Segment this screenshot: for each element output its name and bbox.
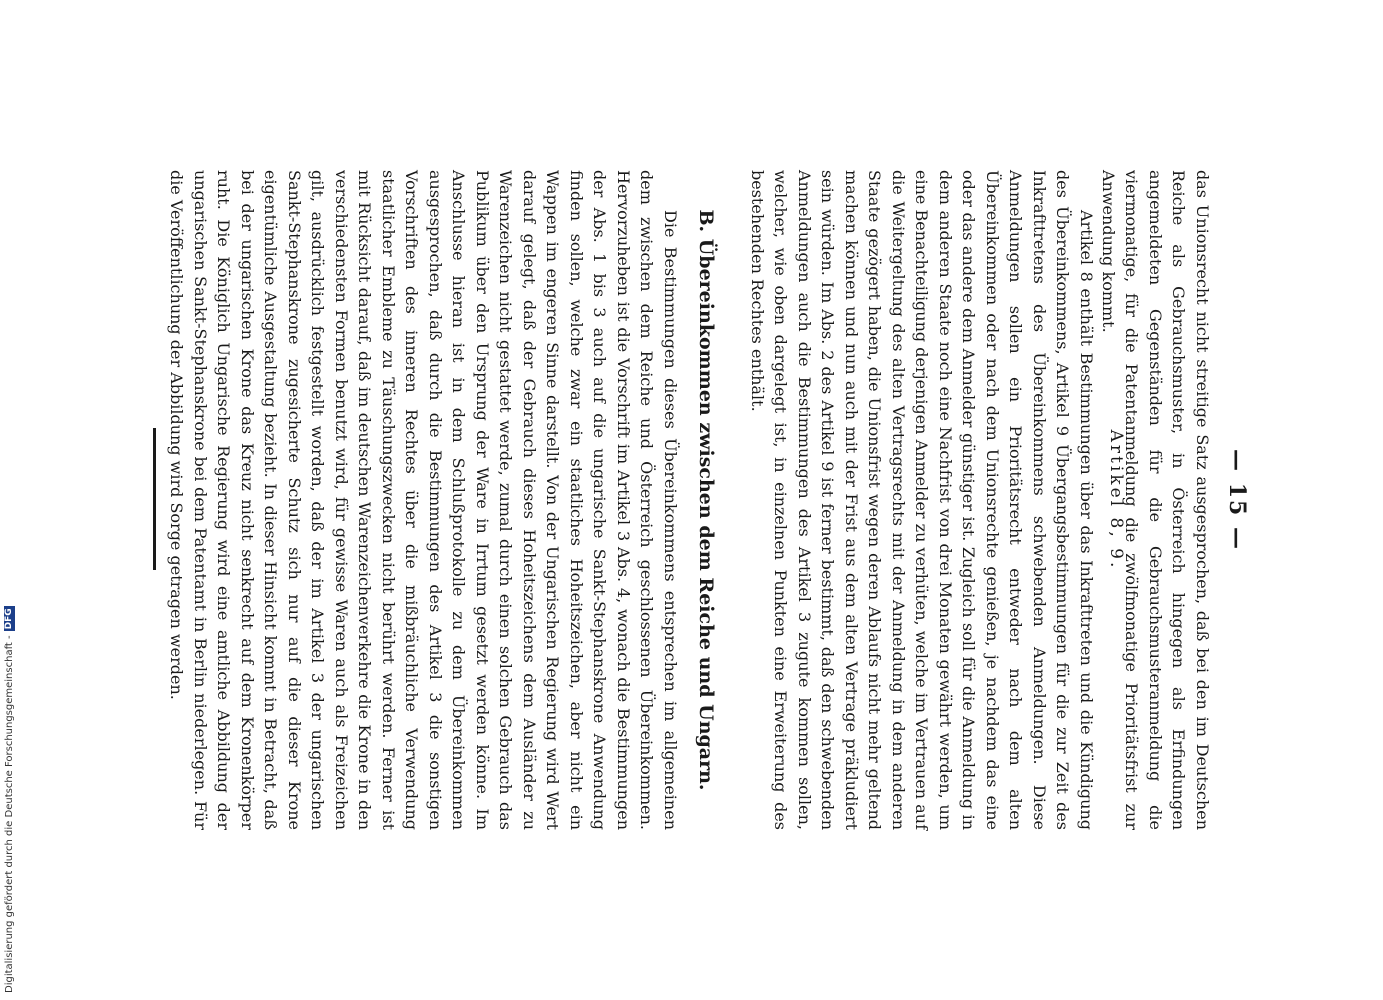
digitization-credit <box>4 606 15 993</box>
article-heading: Artikel 8, 9. <box>1106 429 1126 571</box>
paragraph-hungary-agreement: Die Bestimmungen dieses Übereinkommens entsprechen im allgemeinen dem zwischen dem Reiche und Österreich geschlossenen Übereinkommen. Hervorzuheben ist die Vorschrift im Artikel 3 Abs. 4, wonach die Bestimmungen der Abs. 1 bis 3 auch auf die ungarische Sankt-Stephanskrone Anwendung finden sollen, welche zwar ein staatliches Hoheitszeichen, aber nicht ein Wappen im engeren Sinne darstellt. Von der Ungarischen Regierung wird Wert darauf gelegt, daß der Gebrauch dieses Hoheitszeichens dem Ausländer zu Warenzeichen nicht gestattet werde, zumal durch einen solchen Gebrauch das Publikum über den Ursprung der Ware in Irrtum gesetzt werden könne. Im Anschlusse hieran ist in dem Schlußprotokolle zu dem Übereinkommen ausgesprochen, daß durch die Bestimmungen des Artikel 3 die sonstigen Vorschriften des inneren Rechtes über die mißbräuchliche Verwendung staatlicher Embleme zu Täuschungszwecken nicht berührt werden. Ferner ist mit Rücksicht darauf, daß im deutschen Warenzeichenverkehre die Krone in den verschiedensten Formen benutzt wird, für gewisse Waren auch als Freizeichen gilt, ausdrücklich festgestellt worden, daß der im Artikel 3 der ungarischen Sankt-Stephanskrone zugesicherte Schutz sich nur auf die dieser Krone eigentümliche Ausgestaltung bezieht. In dieser Hinsicht kommt in Betracht, daß bei der ungarischen Krone das Kreuz nicht senkrecht auf dem Kronenkörper ruht. Die Königlich Ungarische Regierung wird eine amtliche Abbildung der ungarischen Sankt-Stephanskrone bei dem Patentamt in Berlin niederlegen. Für die Veröffentlichung der Abbildung wird Sorge getragen werden. <box>167 170 680 830</box>
dfg-logo: DFG <box>4 608 14 630</box>
section-heading: B. Übereinkommen zwischen dem Reiche und Ungarn. <box>695 209 717 791</box>
paragraph-articles-8-9: Artikel 8 enthält Bestimmungen über das Inkrafttreten und die Kündigung des Übereinkommens, Artikel 9 Übergangsbestimmungen für die zur Zeit des Inkrafttretens des Übereinkommens schwebenden Anmeldungen. Diese Anmeldungen sollen ein Prioritätsrecht entweder nach dem alten Übereinkommen oder nach dem Unionsrechte genießen, je nachdem das eine oder das andere dem Anmelder günstiger ist. Zugleich soll für die Anmeldung in dem anderen Staate noch eine Nachfrist von drei Monaten gewährt werden, um eine Benachteiligung derjenigen Anmelder zu verhüten, welche im Vertrauen auf die Weitergeltung des alten Vertragsrechts mit der Anmeldung in dem anderen Staate gezögert haben, die Unionsfrist wegen deren Ablaufs nicht mehr geltend machen können und nun auch mit der Frist aus dem alten Vertrage präkludiert sein würden. Im Abs. 2 des Artikel 9 ist ferner bestimmt, daß den schwebenden Anmeldungen auch die Bestimmungen des Artikel 3 zugute kommen sollen, welcher, wie oben dargelegt ist, in einzelnen Punkten eine Erweiterung des bestehenden Rechtes enthält. <box>748 170 1096 830</box>
section-divider <box>153 428 156 570</box>
paragraph-priority: das Unionsrecht nicht streitige Satz ausgesprochen, daß bei den im Deutschen Reiche als Gebrauchsmuster, in Österreich hingegen als Erfindungen angemeldeten Gegenständen für die Gebrauchsmusteranmeldung die viermonatige, für die Patentanmeldung die zwölfmonatige Prioritätsfrist zur Anwendung kommt. <box>1099 170 1212 830</box>
credit-text: Digitalisierung gefördert durch die Deutsche Forschungsgemeinschaft - <box>4 635 15 993</box>
page-number: — 15 — <box>1224 449 1250 551</box>
